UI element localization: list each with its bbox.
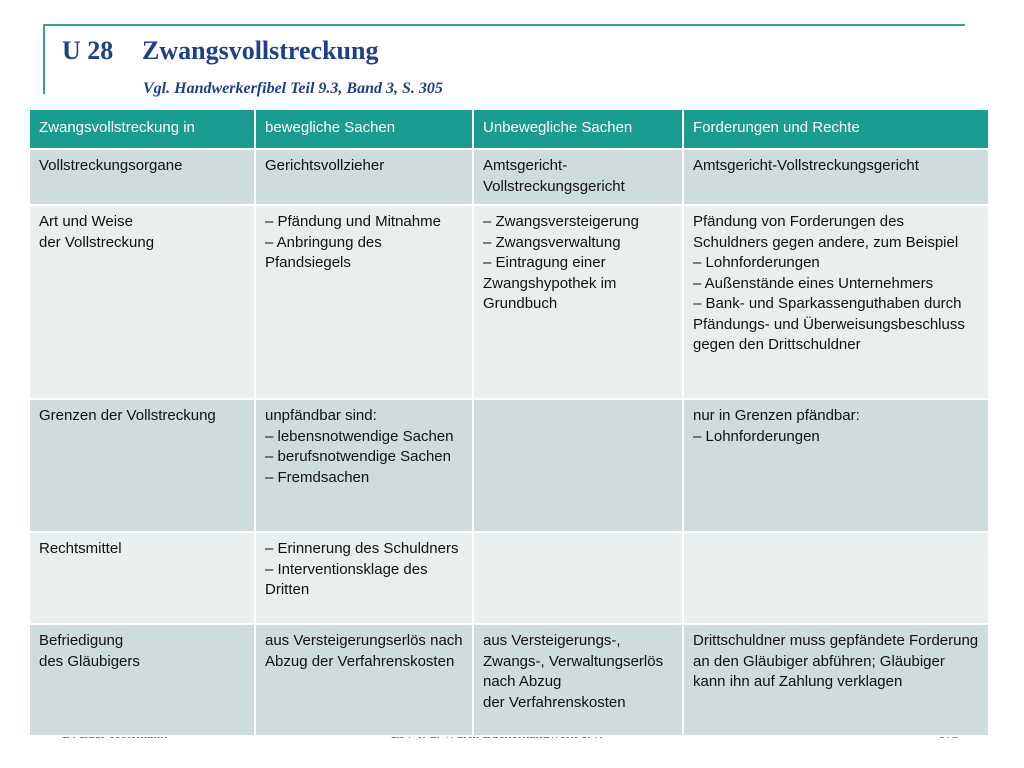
cell-forderungen: Pfändung von Forderungen des Schuldners gegen andere, zum Beispiel – Lohnforderungen – Außenstände eines Unternehmers – Bank- und Sparkassenguthaben durch Pfändungs- und Überweisungsbeschluss gegen den Drittschuldner xyxy=(683,205,989,399)
table-row xyxy=(29,624,989,736)
table-row xyxy=(29,532,989,624)
row-label: Grenzen der Vollstreckung xyxy=(29,399,255,532)
table-header-row xyxy=(29,109,989,149)
table-row xyxy=(29,399,989,532)
header-forderungen-rechte: Forderungen und Rechte xyxy=(683,109,989,149)
slide-title-text: Zwangsvollstreckung xyxy=(142,36,379,65)
cell-forderungen: nur in Grenzen pfändbar: – Lohnforderungen xyxy=(683,399,989,532)
cell-forderungen: Drittschuldner muss gepfändete Forderung an den Gläubiger abführen; Gläubiger kann ihn auf Zahlung verklagen xyxy=(683,624,989,736)
cell-unbewegliche: Amtsgericht- Vollstreckungsgericht xyxy=(473,149,683,205)
title-accent-bar xyxy=(43,24,45,94)
cell-bewegliche: unpfändbar sind: – lebensnotwendige Sachen – berufsnotwendige Sachen – Fremdsachen xyxy=(255,399,473,532)
cell-bewegliche: – Pfändung und Mitnahme – Anbringung des Pfandsiegels xyxy=(255,205,473,399)
row-label: Rechtsmittel xyxy=(29,532,255,624)
table-row xyxy=(29,205,989,399)
header-bewegliche-sachen: bewegliche Sachen xyxy=(255,109,473,149)
cell-bewegliche: – Erinnerung des Schuldners – Interventionsklage des Dritten xyxy=(255,532,473,624)
slide-subtitle: Vgl. Handwerkerfibel Teil 9.3, Band 3, S. 305 xyxy=(143,80,443,97)
row-label: Art und Weise der Vollstreckung xyxy=(29,205,255,399)
cell-unbewegliche: aus Versteigerungs-, Zwangs-, Verwaltungserlös nach Abzug der Verfahrenskosten xyxy=(473,624,683,736)
row-label: Befriedigung des Gläubigers xyxy=(29,624,255,736)
cell-forderungen: Amtsgericht-Vollstreckungsgericht xyxy=(683,149,989,205)
row-label: Vollstreckungsorgane xyxy=(29,149,255,205)
cell-bewegliche: Gerichtsvollzieher xyxy=(255,149,473,205)
slide-title xyxy=(62,36,378,66)
cell-unbewegliche xyxy=(473,532,683,624)
cell-unbewegliche: – Zwangsversteigerung – Zwangsverwaltung – Eintragung einer Zwangshypothek im Grundbuch xyxy=(473,205,683,399)
cell-unbewegliche xyxy=(473,399,683,532)
header-category: Zwangsvollstreckung in xyxy=(29,109,255,149)
enforcement-table xyxy=(28,108,990,737)
title-accent-line xyxy=(43,24,965,26)
cell-forderungen xyxy=(683,532,989,624)
slide-title-number: U 28 xyxy=(62,36,114,65)
table-row xyxy=(29,149,989,205)
cell-bewegliche: aus Versteigerungserlös nach Abzug der Verfahrenskosten xyxy=(255,624,473,736)
header-unbewegliche-sachen: Unbewegliche Sachen xyxy=(473,109,683,149)
